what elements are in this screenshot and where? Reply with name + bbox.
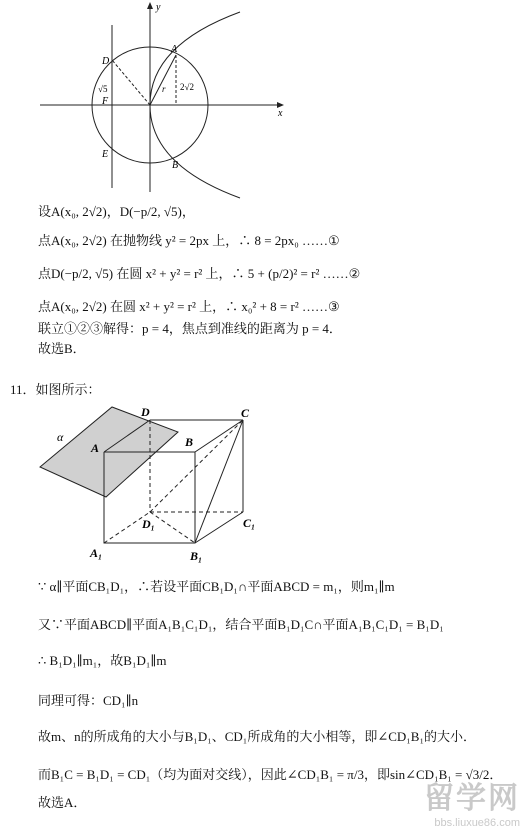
figure-cube-plane [30,400,270,565]
figure-parabola-circle [36,0,296,200]
sol10-line2: 点A(x₀, 2√2) 在抛物线 y² = 2px 上，∴ 8 = 2px₀ ……① [38,233,340,248]
edge-B1C1 [195,512,243,543]
radius-r-label: r [162,84,166,94]
sol10-line3: 点D(−p/2, √5) 在圆 x² + y² = r² 上，∴ 5 + (p/2)² = r² ……② [38,266,361,281]
label-A1: A₁ [90,546,103,560]
watermark-url: bbs.liuxue86.com [434,817,520,829]
question-11-header: 11．如图所示： [10,382,101,397]
label-D1: D₁ [142,517,155,531]
dashed-radius-OD [112,60,150,105]
sol10-line5: 联立①②③解得：p = 4，焦点到准线的距离为 p = 4． [38,321,342,336]
point-A-label: A [171,44,178,55]
sol11-line6: 而B₁C = B₁D₁ = CD₁（均为面对交线），因此∠CD₁B₁ = π/3，即sin∠CD₁B₁ = √3/2． [38,767,503,782]
sol10-line1: 设A(x₀, 2√2)，D(−p/2, √5)， [38,204,195,219]
label-C: C [241,406,250,420]
sol11-line7: 故选A． [38,795,87,810]
sol11-line4: 同理可得：CD₁∥n [38,693,139,708]
label-B1: B₁ [190,549,203,563]
x-axis-label: x [278,108,283,119]
point-B-label: B [172,160,179,171]
point-E-label: E [102,149,109,160]
point-F-label: F [102,96,109,107]
y-axis-label: y [156,2,161,13]
point-D-label: D [102,56,110,67]
sol11-line3: ∴ B₁D₁∥m₁，故B₁D₁∥m [38,653,167,668]
watermark-logo: 留学网 [424,781,520,816]
edge-BC [195,420,243,452]
alpha-label: α [57,430,64,444]
sol11-line2: 又∵平面ABCD∥平面A₁B₁C₁D₁，结合平面B₁D₁C∩平面A₁B₁C₁D₁ = B₁D₁ [38,617,444,632]
hidden-D1B1 [150,512,195,543]
sol11-line5: 故m、n的所成角的大小与B₁D₁、CD₁所成角的大小相等，即∠CD₁B₁的大小． [38,729,477,744]
y-axis-arrow-icon [147,2,153,9]
sqrt5-label: √5 [98,84,108,94]
watermark [424,773,520,829]
sol11-line1: ∵ α∥平面CB₁D₁，∴若设平面CB₁D₁∩平面ABCD = m₁，则m₁∥m [38,579,395,594]
label-B: B [185,435,194,449]
diagonal-B1C [195,420,243,543]
label-C1: C₁ [243,516,256,530]
sol10-line4: 点A(x₀, 2√2) 在圆 x² + y² = r² 上，∴ x₀² + 8 = r² ……③ [38,299,340,314]
sol10-line6: 故选B． [38,341,86,356]
label-D: D [141,405,150,419]
2sqrt2-label: 2√2 [180,82,194,92]
label-A: A [91,441,100,455]
